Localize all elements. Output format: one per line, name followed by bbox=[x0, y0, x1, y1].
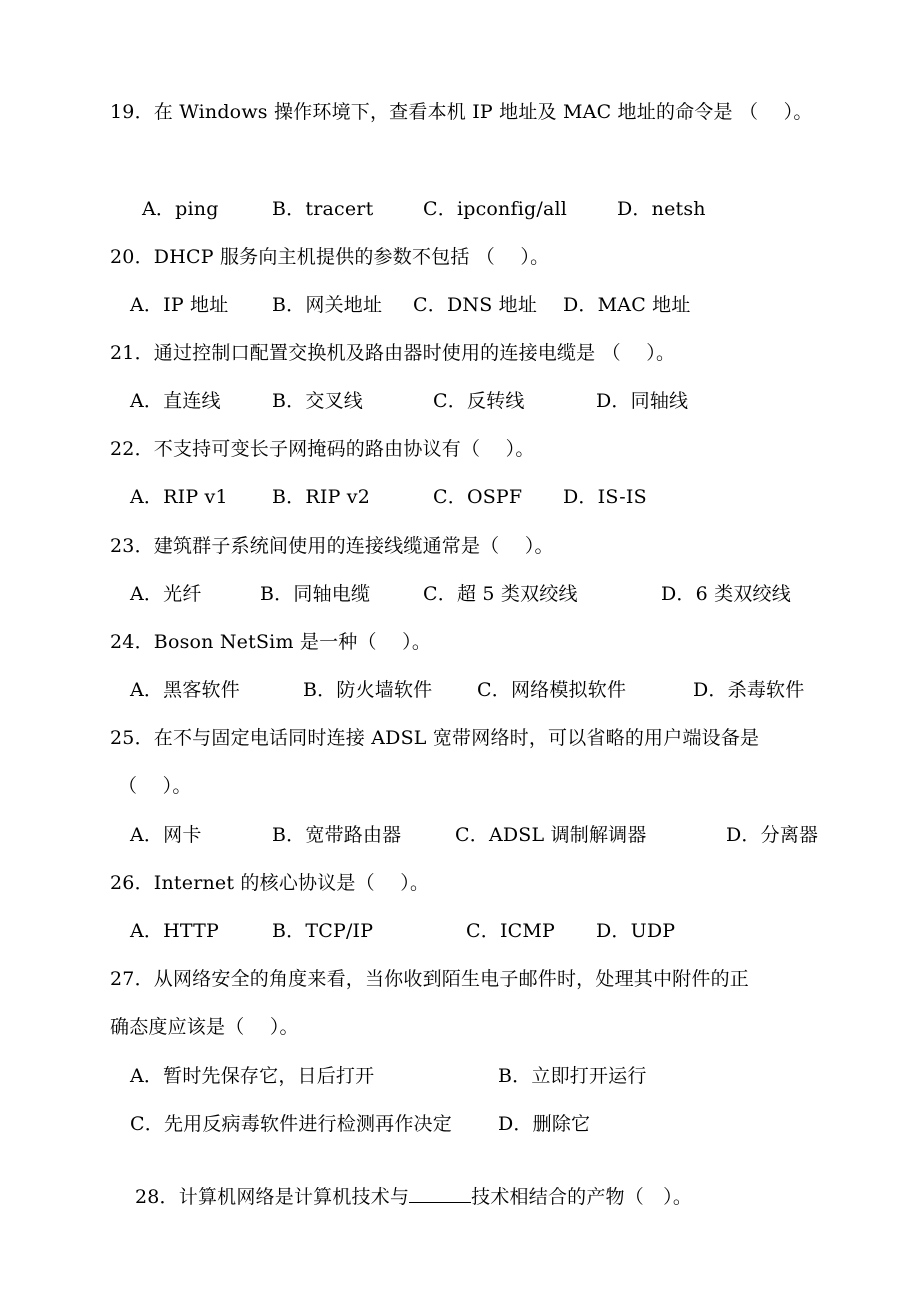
question-23-option-c: C．超 5 类双绞线 bbox=[423, 583, 578, 605]
question-27-option-b: B．立即打开运行 bbox=[498, 1065, 647, 1087]
question-23-stem: 23．建筑群子系统间使用的连接线缆通常是（ ）。 bbox=[110, 535, 554, 557]
question-24-option-c: C．网络模拟软件 bbox=[477, 679, 627, 701]
question-21-option-c: C．反转线 bbox=[433, 390, 525, 412]
question-26-option-b: B．TCP/IP bbox=[272, 920, 374, 942]
question-23-option-d: D．6 类双绞线 bbox=[661, 583, 791, 605]
fill-in-blank bbox=[409, 1184, 471, 1203]
question-23-option-b: B．同轴电缆 bbox=[260, 583, 371, 605]
question-19-option-a: A．ping bbox=[142, 198, 219, 220]
question-28-stem-before: 28．计算机网络是计算机技术与 bbox=[134, 1186, 410, 1208]
question-22-option-d: D．IS-IS bbox=[563, 486, 647, 508]
question-24-stem: 24．Boson NetSim 是一种（ ）。 bbox=[110, 631, 432, 653]
question-19-option-c: C．ipconfig/all bbox=[423, 198, 568, 220]
question-27-option-c: C．先用反病毒软件进行检测再作决定 bbox=[130, 1113, 452, 1135]
question-26-option-c: C．ICMP bbox=[466, 920, 556, 942]
question-27-option-a: A．暂时先保存它，日后打开 bbox=[130, 1065, 375, 1087]
question-20-option-a: A．IP 地址 bbox=[130, 294, 229, 316]
question-28-stem-after: 技术相结合的产物（ ）。 bbox=[471, 1186, 693, 1208]
question-23-option-a: A．光纤 bbox=[130, 583, 202, 605]
question-21-option-d: D．同轴线 bbox=[596, 390, 689, 412]
question-25-option-c: C．ADSL 调制解调器 bbox=[455, 824, 647, 846]
question-19-option-d: D．netsh bbox=[617, 198, 706, 220]
question-19-stem: 19．在 Windows 操作环境下，查看本机 IP 地址及 MAC 地址的命令是 （ ）。 bbox=[110, 101, 813, 123]
question-22-option-b: B．RIP v2 bbox=[272, 486, 371, 508]
question-25-stem-line2: （ ）。 bbox=[118, 775, 192, 797]
question-20-option-d: D．MAC 地址 bbox=[563, 294, 691, 316]
question-25-option-b: B．宽带路由器 bbox=[272, 824, 402, 846]
question-25-option-d: D．分离器 bbox=[726, 824, 819, 846]
question-20-stem: 20．DHCP 服务向主机提供的参数不包括 （ ）。 bbox=[110, 246, 550, 268]
question-22-option-c: C．OSPF bbox=[433, 486, 523, 508]
question-20-option-b: B．网关地址 bbox=[272, 294, 383, 316]
question-22-stem: 22．不支持可变长子网掩码的路由协议有（ ）。 bbox=[110, 438, 535, 460]
question-24-option-d: D．杀毒软件 bbox=[693, 679, 805, 701]
question-24-option-b: B．防火墙软件 bbox=[303, 679, 433, 701]
question-28-stem bbox=[110, 1160, 692, 1233]
question-27-stem-line2: 确态度应该是（ ）。 bbox=[110, 1016, 299, 1038]
question-26-option-a: A．HTTP bbox=[130, 920, 219, 942]
question-24-option-a: A．黑客软件 bbox=[130, 679, 240, 701]
question-22-option-a: A．RIP v1 bbox=[130, 486, 228, 508]
question-27-stem-line1: 27．从网络安全的角度来看，当你收到陌生电子邮件时，处理其中附件的正 bbox=[110, 968, 749, 990]
question-27-option-d: D．删除它 bbox=[498, 1113, 591, 1135]
question-19-option-b: B．tracert bbox=[272, 198, 374, 220]
question-21-option-a: A．直连线 bbox=[130, 390, 221, 412]
question-25-option-a: A．网卡 bbox=[130, 824, 202, 846]
question-21-stem: 21．通过控制口配置交换机及路由器时使用的连接电缆是 （ ）。 bbox=[110, 342, 676, 364]
question-21-option-b: B．交叉线 bbox=[272, 390, 363, 412]
question-25-stem-line1: 25．在不与固定电话同时连接 ADSL 宽带网络时，可以省略的用户端设备是 bbox=[110, 727, 760, 749]
question-20-option-c: C．DNS 地址 bbox=[413, 294, 538, 316]
question-26-stem: 26．Internet 的核心协议是（ ）。 bbox=[110, 872, 430, 894]
question-26-option-d: D．UDP bbox=[596, 920, 676, 942]
